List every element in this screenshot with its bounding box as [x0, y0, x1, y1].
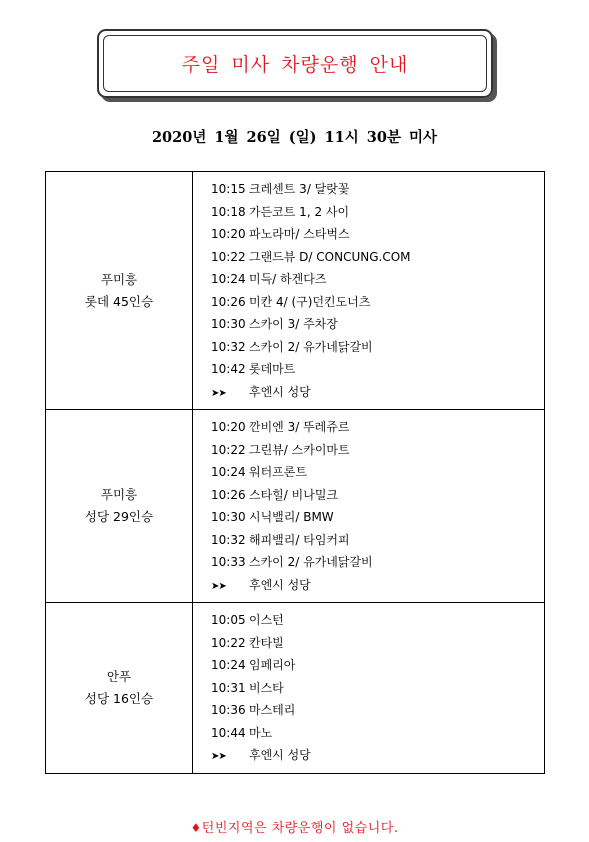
stop-place: 가든코트 1, 2 사이 — [249, 204, 350, 219]
stop-item — [211, 461, 544, 484]
stop-place: 파노라마/ 스타벅스 — [249, 227, 350, 241]
diamond-icon: ♦ — [190, 821, 202, 835]
stop-time: 10:44 — [211, 725, 246, 740]
stop-item — [211, 609, 544, 632]
title-box — [97, 29, 493, 98]
destination-name: 후엔시 성당 — [249, 384, 311, 399]
stop-place: 마스테리 — [249, 703, 296, 717]
stop-place: 임페리아 — [249, 658, 296, 672]
stop-item — [211, 529, 544, 552]
notice-text: 턴빈지역은 차량운행이 없습니다. — [201, 821, 399, 836]
stop-time: 10:42 — [211, 362, 246, 376]
stop-time: 10:20 — [211, 227, 246, 241]
stop-place: 스카이 3/ 주차장 — [249, 317, 338, 331]
stop-place: 스카이 2/ 유가네닭갈비 — [249, 555, 373, 569]
stop-item — [211, 506, 544, 529]
stop-time: 10:20 — [211, 420, 246, 434]
final-destination — [211, 574, 544, 597]
stop-time: 10:33 — [211, 555, 246, 569]
stop-item — [211, 439, 544, 462]
route-row — [46, 603, 545, 774]
route-row — [46, 172, 545, 410]
stop-place: 크레센트 3/ 달랏꽃 — [249, 182, 350, 196]
stop-place: 칸타빌 — [249, 635, 284, 650]
stop-item — [211, 291, 544, 314]
stop-item — [211, 223, 544, 246]
route-area-name: 안푸 — [106, 668, 132, 684]
route-bus-type: 롯데 45인승 — [84, 293, 154, 309]
page-title: 주일 미사 차량운행 안내 — [181, 54, 409, 76]
stop-item — [211, 654, 544, 677]
route-info-cell — [46, 410, 193, 603]
stop-time: 10:32 — [211, 339, 246, 354]
stop-place: 그랜드뷰 D/ CONCUNG.COM — [249, 249, 411, 264]
stop-place: 시닉밸리/ BMW — [249, 510, 334, 524]
stop-time: 10:24 — [211, 658, 246, 672]
stop-place: 마노 — [249, 725, 273, 740]
stop-time: 10:32 — [211, 532, 246, 547]
destination-name: 후엔시 성당 — [249, 748, 311, 762]
stop-time: 10:26 — [211, 487, 246, 502]
stop-place: 이스턴 — [249, 613, 284, 627]
stop-item — [211, 551, 544, 574]
stop-item — [211, 178, 544, 201]
route-bus-type: 성당 16인승 — [84, 690, 154, 706]
route-info-cell — [46, 172, 193, 410]
route-stops-cell — [193, 603, 545, 774]
route-bus-type: 성당 29인승 — [84, 509, 154, 524]
stop-item — [211, 336, 544, 359]
stop-place: 깐비엔 3/ 뚜레쥬르 — [249, 420, 350, 434]
stop-item — [211, 722, 544, 745]
double-arrow-icon: ➤➤ — [211, 751, 226, 762]
stop-item — [211, 201, 544, 224]
stop-item — [211, 484, 544, 507]
stop-time: 10:15 — [211, 182, 246, 196]
stop-item — [211, 268, 544, 291]
route-area-name: 푸미흥 — [100, 487, 138, 502]
stop-time: 10:18 — [211, 204, 246, 219]
double-arrow-icon: ➤➤ — [211, 580, 226, 592]
stop-time: 10:24 — [211, 465, 246, 479]
route-area-name: 푸미흥 — [100, 271, 138, 287]
stop-time: 10:24 — [211, 272, 246, 286]
stop-item — [211, 358, 544, 381]
route-info-cell — [46, 603, 193, 774]
route-stops-cell — [193, 410, 545, 603]
stop-time: 10:31 — [211, 680, 246, 695]
final-destination — [211, 381, 544, 404]
double-arrow-icon: ➤➤ — [211, 387, 226, 399]
stop-time: 10:22 — [211, 249, 246, 264]
stop-item — [211, 416, 544, 439]
stop-item — [211, 632, 544, 655]
route-stops-cell — [193, 172, 545, 410]
stop-time: 10:22 — [211, 635, 246, 650]
stop-place: 미칸 4/ (구)던킨도너츠 — [249, 294, 371, 309]
stop-place: 그린뷰/ 스카이마트 — [249, 442, 350, 457]
stop-place: 해피밸리/ 타임커피 — [249, 532, 350, 547]
stop-item — [211, 246, 544, 269]
stop-time: 10:05 — [211, 613, 246, 627]
notice-line — [0, 817, 589, 836]
stop-place: 비스타 — [249, 680, 284, 695]
stop-item — [211, 313, 544, 336]
stop-place: 미득/ 하겐다즈 — [249, 272, 327, 286]
stop-time: 10:30 — [211, 317, 246, 331]
stop-place: 스타힐/ 비나밀크 — [249, 487, 339, 502]
shuttle-schedule-table — [45, 171, 545, 774]
route-row — [46, 410, 545, 603]
final-destination — [211, 744, 544, 767]
stop-place: 롯데마트 — [249, 362, 296, 376]
mass-date-time: 2020년 1월 26일 (일) 11시 30분 미사 — [151, 129, 438, 146]
stop-place: 워터프론트 — [249, 465, 307, 479]
stop-item — [211, 699, 544, 722]
destination-name: 후엔시 성당 — [249, 577, 311, 592]
stop-time: 10:36 — [211, 703, 246, 717]
stop-time: 10:26 — [211, 294, 246, 309]
title-box-inner — [103, 35, 487, 92]
stop-time: 10:22 — [211, 442, 246, 457]
stop-item — [211, 677, 544, 700]
stop-time: 10:30 — [211, 510, 246, 524]
stop-place: 스카이 2/ 유가네닭갈비 — [249, 339, 373, 354]
